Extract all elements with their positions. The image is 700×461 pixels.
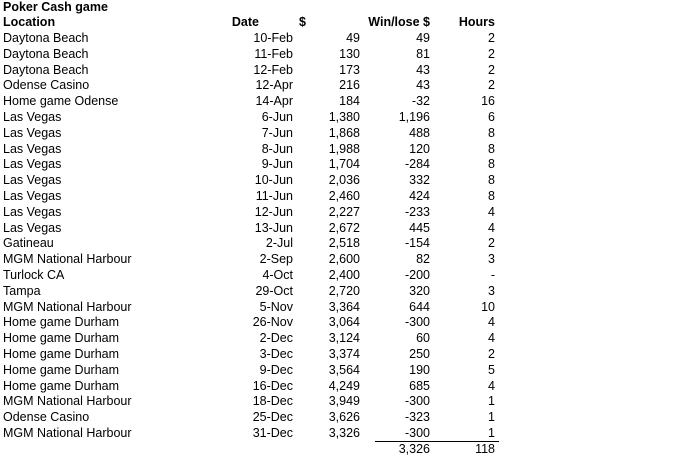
- cell-hours: 1: [488, 426, 495, 440]
- table-row: [0, 347, 700, 363]
- cell-dollars: 1,380: [328, 110, 360, 124]
- cell-winlose: -300: [404, 426, 430, 440]
- cell-winlose: 488: [409, 125, 430, 140]
- total-winlose: 3,326: [398, 442, 430, 457]
- cell-dollars: 2,518: [328, 236, 360, 251]
- table-row: [0, 189, 700, 205]
- cell-winlose: 82: [416, 252, 430, 267]
- table-row: [0, 142, 700, 158]
- header-date: Date: [231, 15, 259, 29]
- cell-winlose: -200: [404, 268, 430, 282]
- table-row: [0, 252, 700, 268]
- cell-winlose: 445: [409, 220, 430, 235]
- cell-winlose: 43: [416, 62, 430, 77]
- cell-date: 10-Feb: [253, 31, 293, 45]
- cell-winlose: 250: [409, 347, 430, 361]
- cell-hours: 1: [488, 394, 495, 409]
- cell-dollars: 1,988: [328, 141, 360, 156]
- cell-date: 25-Dec: [252, 410, 293, 425]
- cell-date: 12-Apr: [255, 78, 293, 93]
- table-row: [0, 315, 700, 331]
- table-row: [0, 379, 700, 395]
- table-row: [0, 394, 700, 410]
- cell-date: 26-Nov: [252, 315, 293, 330]
- cell-dollars: 3,326: [328, 426, 360, 440]
- header-dollars: $: [299, 15, 306, 29]
- table-row: [0, 426, 700, 442]
- cell-location: Odense Casino: [3, 410, 90, 425]
- table-row: [0, 126, 700, 142]
- cell-hours: 4: [488, 331, 495, 346]
- cell-dollars: 2,600: [328, 252, 360, 267]
- cell-date: 3-Dec: [259, 347, 293, 361]
- cell-dollars: 3,949: [328, 394, 360, 409]
- cell-location: Las Vegas: [3, 110, 62, 124]
- table-row: [0, 205, 700, 221]
- cell-location: Home game Durham: [3, 315, 120, 330]
- cell-hours: 8: [488, 157, 495, 172]
- cell-date: 13-Jun: [254, 220, 293, 235]
- table-row: [0, 236, 700, 252]
- cell-hours: 8: [488, 125, 495, 140]
- cell-date: 31-Dec: [252, 426, 293, 440]
- cell-hours: 4: [488, 315, 495, 330]
- cell-hours: 4: [488, 220, 495, 235]
- cell-winlose: -323: [404, 410, 430, 425]
- cell-dollars: 2,036: [328, 173, 360, 188]
- header-winlose: Win/lose $: [368, 15, 430, 29]
- cell-location: Odense Casino: [3, 78, 90, 93]
- cell-winlose: 424: [409, 189, 430, 203]
- cell-winlose: -32: [411, 94, 430, 109]
- cell-date: 8-Jun: [261, 141, 293, 156]
- cell-winlose: -284: [404, 157, 430, 172]
- cell-hours: 8: [488, 173, 495, 188]
- cell-dollars: 1,704: [328, 157, 360, 172]
- cell-date: 2-Sep: [259, 252, 293, 267]
- cell-date: 2-Jul: [265, 236, 293, 251]
- cell-hours: 8: [488, 189, 495, 203]
- cell-winlose: 49: [416, 31, 430, 45]
- cell-location: Daytona Beach: [3, 31, 89, 45]
- cell-location: Daytona Beach: [3, 46, 89, 61]
- cell-hours: 4: [488, 378, 495, 393]
- cell-location: MGM National Harbour: [3, 252, 132, 267]
- cell-winlose: 81: [416, 46, 430, 61]
- cell-dollars: 1,868: [328, 125, 360, 140]
- cell-hours: 2: [488, 78, 495, 93]
- cell-winlose: 190: [409, 362, 430, 377]
- table-row: [0, 94, 700, 110]
- cell-hours: 2: [488, 31, 495, 45]
- cell-date: 12-Feb: [253, 62, 293, 77]
- cell-winlose: -300: [404, 394, 430, 409]
- cell-winlose: -154: [404, 236, 430, 251]
- cell-location: Las Vegas: [3, 157, 62, 172]
- cell-location: Gatineau: [3, 236, 54, 251]
- cell-hours: 16: [481, 94, 495, 109]
- cell-winlose: 120: [409, 141, 430, 156]
- cell-date: 7-Jun: [261, 125, 293, 140]
- cell-hours: 8: [488, 141, 495, 156]
- cell-dollars: 184: [339, 94, 360, 109]
- cell-winlose: 60: [416, 331, 430, 346]
- header-hours: Hours: [458, 15, 495, 29]
- cell-location: Las Vegas: [3, 173, 62, 188]
- cell-winlose: 644: [409, 299, 430, 314]
- cell-winlose: 332: [409, 173, 430, 188]
- cell-winlose: 685: [409, 378, 430, 393]
- table-row: [0, 157, 700, 173]
- total-hours: 118: [475, 442, 495, 457]
- cell-date: 4-Oct: [262, 268, 293, 282]
- cell-hours: 2: [488, 347, 495, 361]
- cell-location: Las Vegas: [3, 125, 62, 140]
- cell-dollars: 173: [339, 62, 360, 77]
- cell-dollars: 2,227: [328, 204, 360, 219]
- cell-date: 5-Nov: [259, 299, 293, 314]
- table-row: [0, 47, 700, 63]
- cell-location: Tampa: [3, 283, 41, 298]
- cell-date: 11-Jun: [255, 189, 293, 203]
- cell-winlose: 1,196: [398, 110, 430, 124]
- cell-date: 6-Jun: [261, 110, 293, 124]
- cell-location: Daytona Beach: [3, 62, 89, 77]
- cell-dollars: 3,564: [328, 362, 360, 377]
- cell-dollars: 2,672: [328, 220, 360, 235]
- cell-date: 14-Apr: [255, 94, 293, 109]
- cell-hours: 2: [488, 62, 495, 77]
- cell-date: 18-Dec: [252, 394, 293, 409]
- table-row: [0, 221, 700, 237]
- table-row: [0, 78, 700, 94]
- cell-dollars: 3,374: [328, 347, 360, 361]
- cell-dollars: 4,249: [328, 378, 360, 393]
- table-row: [0, 284, 700, 300]
- cell-location: MGM National Harbour: [3, 426, 132, 440]
- cell-winlose: -233: [404, 204, 430, 219]
- sheet-title: Poker Cash game: [3, 0, 108, 14]
- cell-winlose: 43: [416, 78, 430, 93]
- table-row: [0, 363, 700, 379]
- cell-dollars: 2,460: [328, 189, 360, 203]
- cell-location: Home game Durham: [3, 331, 120, 346]
- cell-dollars: 3,124: [328, 331, 360, 346]
- cell-location: MGM National Harbour: [3, 299, 132, 314]
- cell-hours: 5: [488, 362, 495, 377]
- header-location: Location: [3, 15, 56, 29]
- cell-location: Las Vegas: [3, 141, 62, 156]
- cell-dollars: 3,626: [328, 410, 360, 425]
- cell-location: Home game Durham: [3, 362, 120, 377]
- table-row: [0, 31, 700, 47]
- cell-dollars: 2,400: [328, 268, 360, 282]
- cell-dollars: 49: [346, 31, 360, 45]
- table-row: [0, 268, 700, 284]
- cell-hours: 2: [488, 236, 495, 251]
- cell-location: Home game Durham: [3, 347, 120, 361]
- table-row: [0, 110, 700, 126]
- table-row: [0, 63, 700, 79]
- totals-row: [0, 442, 700, 458]
- cell-hours: 1: [488, 410, 495, 425]
- cell-hours: -: [490, 268, 495, 282]
- cell-location: Home game Odense: [3, 94, 119, 109]
- cell-location: Las Vegas: [3, 189, 62, 203]
- cell-dollars: 216: [339, 78, 360, 93]
- cell-hours: 4: [488, 204, 495, 219]
- cell-hours: 2: [488, 46, 495, 61]
- cell-winlose: 320: [409, 283, 430, 298]
- cell-location: Las Vegas: [3, 220, 62, 235]
- cell-date: 29-Oct: [255, 283, 293, 298]
- cell-date: 16-Dec: [252, 378, 293, 393]
- table-row: [0, 331, 700, 347]
- cell-location: Las Vegas: [3, 204, 62, 219]
- cell-dollars: 2,720: [328, 283, 360, 298]
- cell-dollars: 3,364: [328, 299, 360, 314]
- table-row: [0, 300, 700, 316]
- cell-date: 2-Dec: [259, 331, 293, 346]
- cell-location: MGM National Harbour: [3, 394, 132, 409]
- cell-date: 9-Jun: [261, 157, 293, 172]
- cell-location: Home game Durham: [3, 378, 120, 393]
- cell-date: 10-Jun: [254, 173, 293, 188]
- cell-winlose: -300: [404, 315, 430, 330]
- cell-hours: 6: [488, 110, 495, 124]
- cell-date: 12-Jun: [254, 204, 293, 219]
- cell-hours: 10: [481, 299, 495, 314]
- cell-date: 9-Dec: [259, 362, 293, 377]
- cell-date: 11-Feb: [254, 46, 293, 61]
- cell-location: Turlock CA: [3, 268, 65, 282]
- cell-dollars: 130: [339, 46, 360, 61]
- cell-hours: 3: [488, 283, 495, 298]
- cell-hours: 3: [488, 252, 495, 267]
- table-row: [0, 173, 700, 189]
- cell-dollars: 3,064: [328, 315, 360, 330]
- table-row: [0, 410, 700, 426]
